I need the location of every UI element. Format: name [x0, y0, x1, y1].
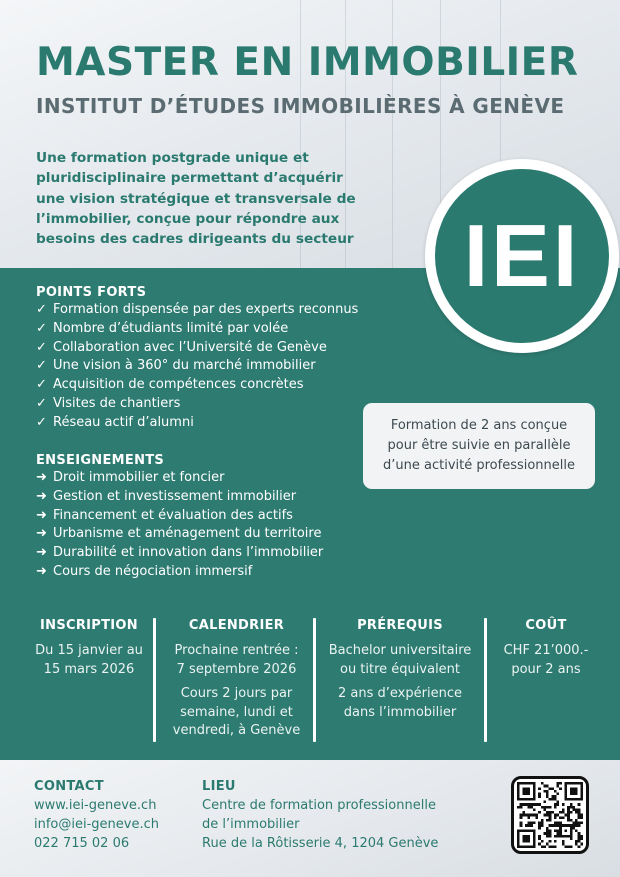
callout-line: Formation de 2 ans conçue: [390, 418, 568, 433]
list-item: ➜ Financement et évaluation des actifs: [36, 507, 323, 526]
column-divider: [313, 618, 316, 742]
list-item: ➜ Urbanisme et aménagement du territoire: [36, 525, 323, 544]
lieu-heading: LIEU: [202, 779, 236, 794]
column-line: Du 15 janvier au: [35, 643, 143, 658]
points-forts-list: [36, 301, 358, 433]
page-subtitle: INSTITUT D’ÉTUDES IMMOBILIÈRES À GENÈVE: [36, 94, 565, 118]
qr-code[interactable]: [511, 776, 589, 854]
list-item: ➜ Droit immobilier et foncier: [36, 469, 323, 488]
column-divider: [484, 618, 487, 742]
column-line: semaine, lundi et: [180, 704, 293, 720]
check-icon: ✓: [36, 302, 47, 317]
points-forts-heading: POINTS FORTS: [36, 285, 147, 300]
duration-callout: [363, 403, 595, 489]
enseignements-list: [36, 469, 323, 582]
info-column-cout: [492, 618, 600, 679]
intro-text: [36, 148, 376, 249]
address-line: Centre de formation professionnelle: [202, 798, 436, 813]
footer-section: [0, 760, 620, 877]
list-item: ✓ Acquisition de compétences concrètes: [36, 376, 358, 395]
list-item: ✓ Visites de chantiers: [36, 395, 358, 414]
column-line: Cours 2 jours par: [180, 686, 293, 701]
intro-line: l’immobilier, conçue pour répondre aux: [36, 210, 340, 227]
arrow-right-icon: ➜: [36, 488, 47, 504]
list-item: ✓ Une vision à 360° du marché immobilier: [36, 357, 358, 376]
check-icon: ✓: [36, 395, 47, 411]
info-column-prerequis: [320, 618, 480, 722]
page-title: MASTER EN IMMOBILIER: [36, 40, 579, 85]
list-item: ➜ Durabilité et innovation dans l’immobilier: [36, 544, 323, 563]
column-line: ou titre équivalent: [339, 661, 461, 677]
iei-logo: [435, 169, 609, 343]
column-line: 2 ans d’expérience: [338, 686, 462, 701]
check-icon: ✓: [36, 358, 47, 374]
check-icon: ✓: [36, 414, 47, 430]
phone-number[interactable]: 022 715 02 06: [34, 836, 130, 851]
list-item: ✓ Réseau actif d’alumni: [36, 414, 358, 433]
column-heading: CALENDRIER: [188, 618, 285, 633]
list-item: ➜ Cours de négociation immersif: [36, 563, 323, 582]
check-icon: ✓: [36, 339, 47, 355]
intro-line: Une formation postgrade unique et: [36, 150, 309, 166]
list-item: ✓ Nombre d’étudiants limité par volée: [36, 320, 358, 339]
check-icon: ✓: [36, 320, 47, 336]
column-line: 15 mars 2026: [43, 661, 135, 677]
list-item: ✓ Collaboration avec l’Université de Genève: [36, 339, 358, 358]
column-line: vendredi, à Genève: [172, 723, 301, 738]
column-divider: [153, 618, 156, 742]
arrow-right-icon: ➜: [36, 470, 47, 485]
enseignements-heading: ENSEIGNEMENTS: [36, 453, 165, 468]
intro-line: pluridisciplinaire permettant d’acquérir: [36, 170, 343, 187]
column-line: Bachelor universitaire: [328, 643, 472, 658]
column-line: 7 septembre 2026: [176, 661, 297, 677]
column-heading: PRÉREQUIS: [357, 618, 443, 633]
arrow-right-icon: ➜: [36, 563, 47, 579]
intro-line: une vision stratégique et transversale de: [36, 190, 356, 207]
arrow-right-icon: ➜: [36, 526, 47, 542]
logo-text: IEI: [463, 206, 581, 305]
intro-line: besoins des cadres dirigeants du secteur: [36, 231, 354, 248]
column-line: CHF 21’000.-: [503, 643, 589, 658]
list-item: ✓ Formation dispensée par des experts reconnus: [36, 301, 358, 320]
contact-heading: CONTACT: [34, 779, 104, 794]
email-link[interactable]: info@iei-geneve.ch: [34, 817, 159, 832]
callout-line: pour être suivie en parallèle: [387, 438, 571, 453]
callout-line: d’une activité professionnelle: [383, 458, 575, 473]
check-icon: ✓: [36, 377, 47, 393]
info-column-inscription: [30, 618, 148, 679]
qr-code-icon: [517, 782, 583, 848]
column-line: pour 2 ans: [511, 661, 581, 677]
website-link[interactable]: www.iei-geneve.ch: [34, 798, 157, 813]
arrow-right-icon: ➜: [36, 507, 47, 523]
address-line: Rue de la Rôtisserie 4, 1204 Genève: [202, 836, 439, 851]
arrow-right-icon: ➜: [36, 545, 47, 561]
column-heading: COÛT: [525, 618, 567, 633]
info-column-calendrier: [160, 618, 313, 741]
column-line: dans l’immobilier: [343, 704, 457, 720]
column-line: Prochaine rentrée :: [174, 643, 299, 658]
address-line: de l’immobilier: [202, 817, 300, 832]
list-item: ➜ Gestion et investissement immobilier: [36, 488, 323, 507]
column-heading: INSCRIPTION: [40, 618, 138, 633]
